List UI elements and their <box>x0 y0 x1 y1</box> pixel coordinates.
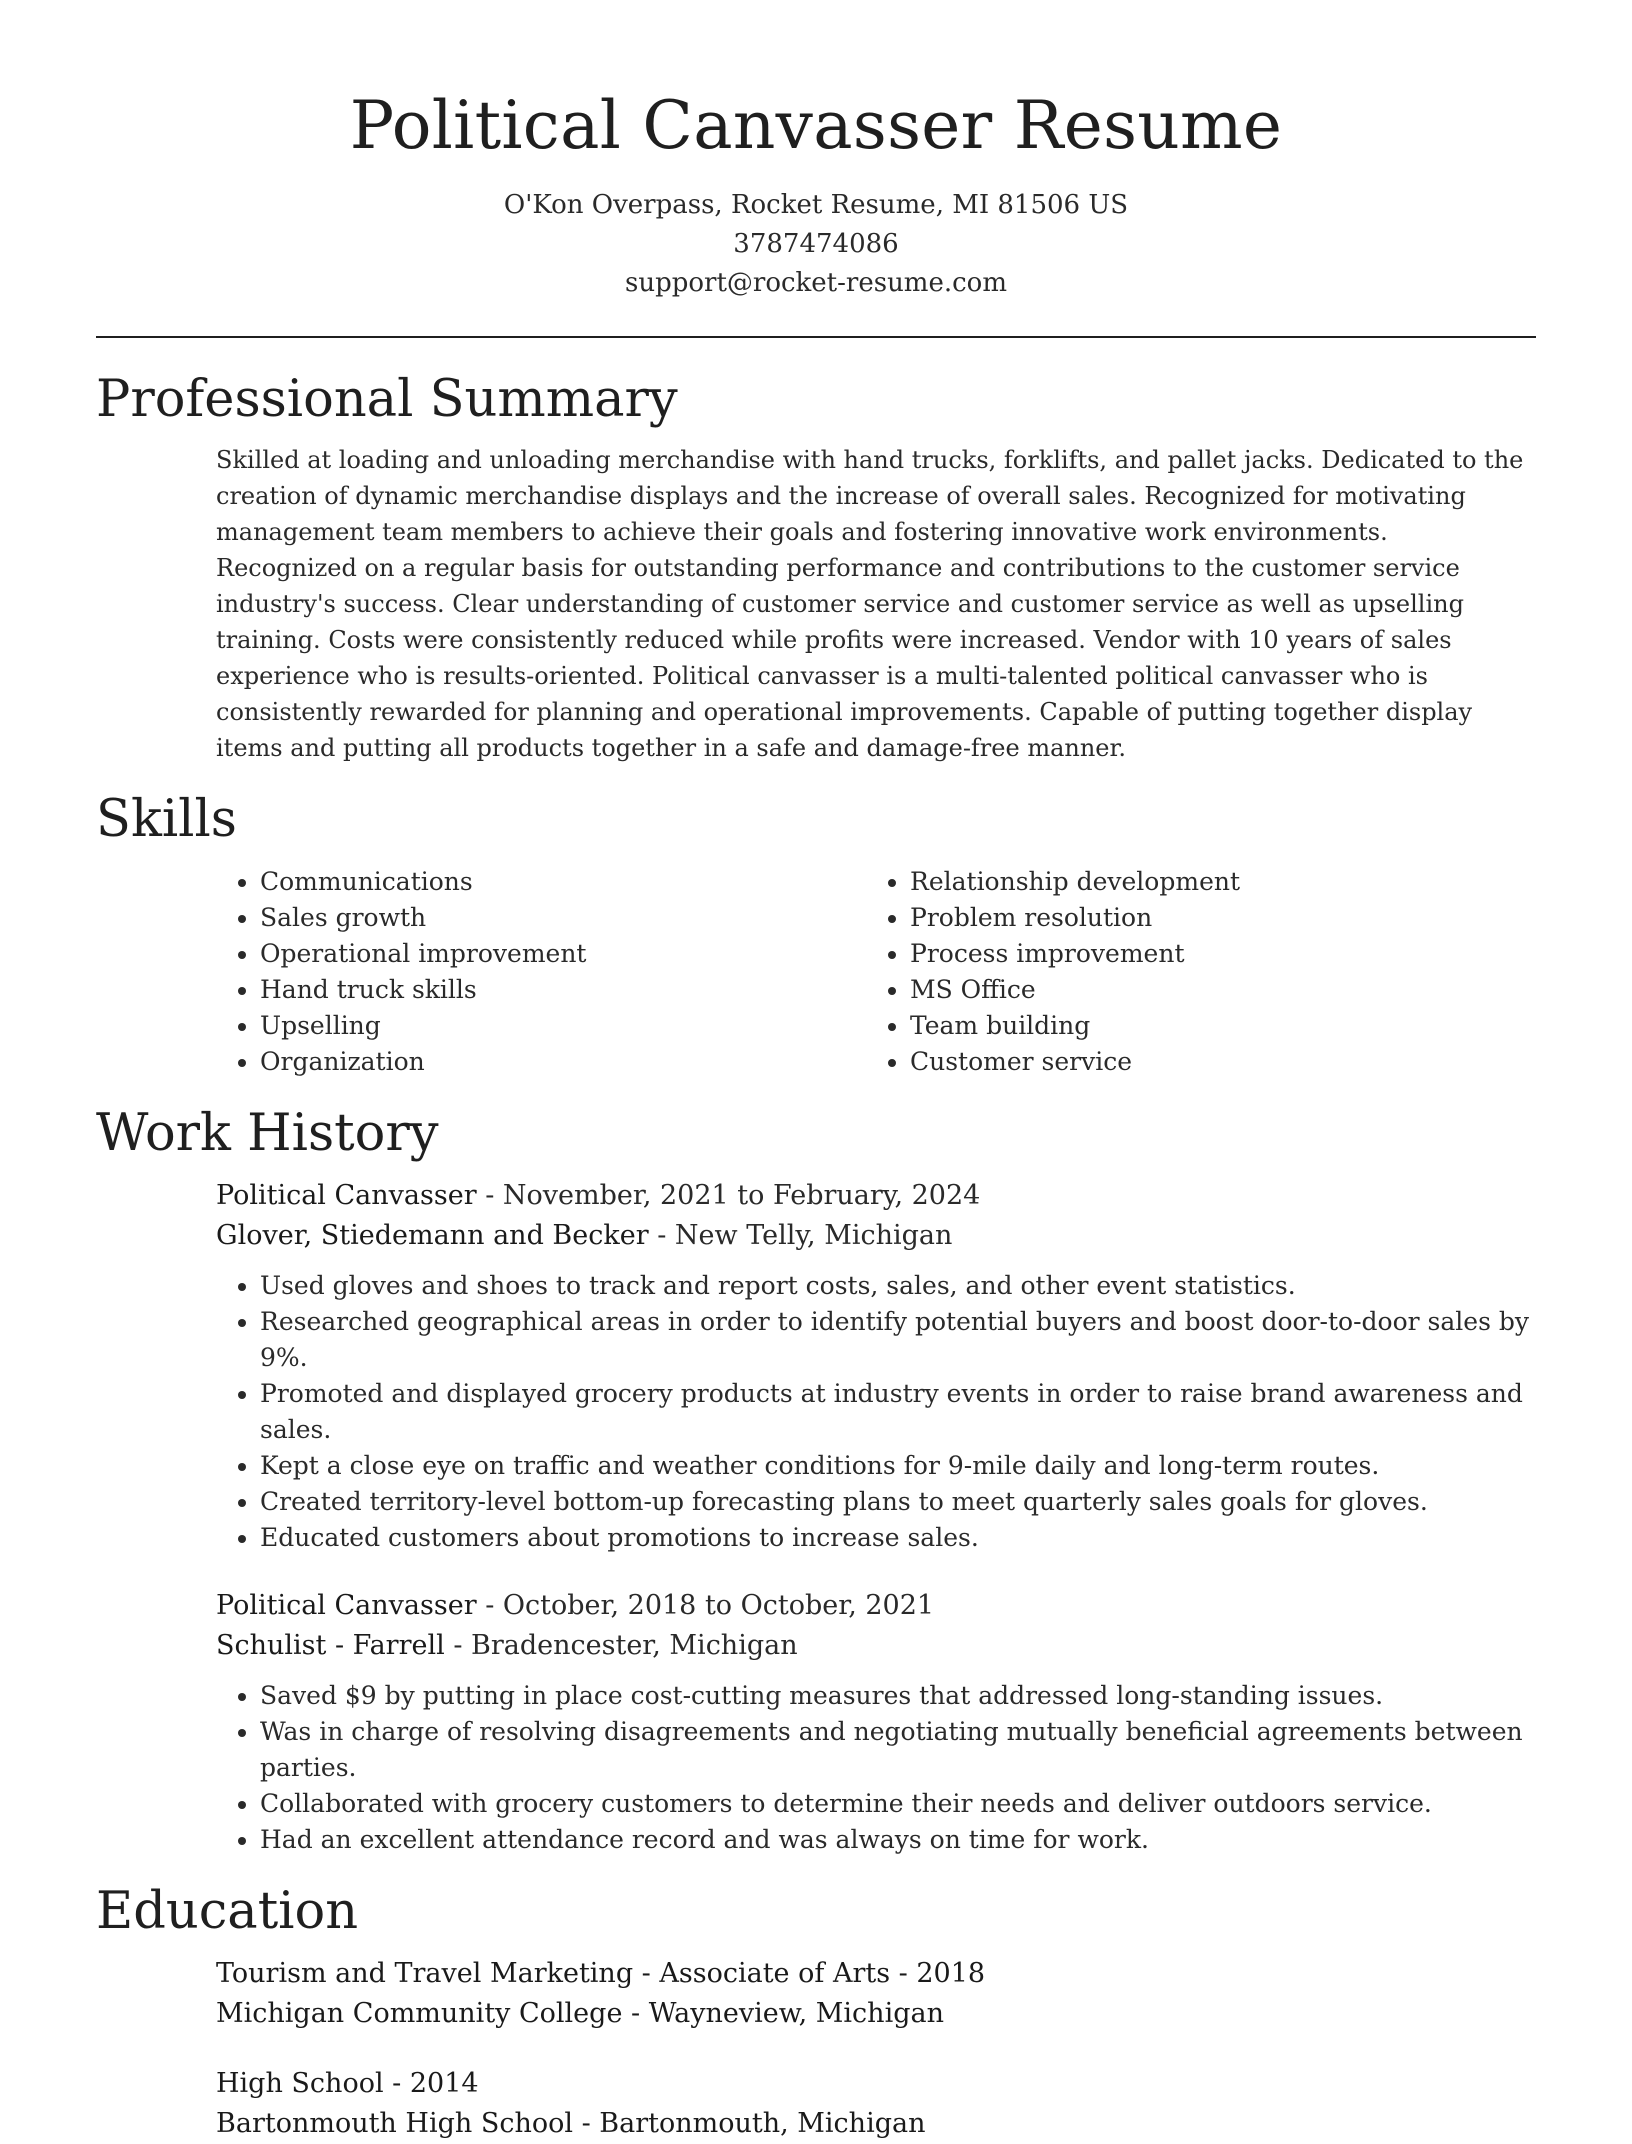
education-degree: High School - 2014 <box>216 2068 479 2099</box>
job-title: Political Canvasser <box>216 1180 477 1211</box>
header-divider <box>96 336 1536 338</box>
job-dates: - October, 2018 to October, 2021 <box>476 1590 935 1621</box>
skill-item: • MS Office <box>910 972 1516 1008</box>
job-bullet: • Promoted and displayed grocery products at industry events in order to raise brand awareness and sales. <box>260 1376 1536 1448</box>
resume-title: Political Canvasser Resume <box>349 87 1283 164</box>
skills-columns <box>216 864 1536 1080</box>
skill-item: • Customer service <box>910 1044 1516 1080</box>
skill-item: • Operational improvement <box>260 936 866 972</box>
job-bullets <box>216 1678 1536 1858</box>
job-bullet: • Created territory-level bottom-up forecasting plans to meet quarterly sales goals for gloves. <box>260 1484 1536 1520</box>
summary-text: Skilled at loading and unloading merchandise with hand trucks, forklifts, and pallet jacks. Dedicated to the creation of dynamic merchandise displays and the increase of overall sales. Recognized for motivating management team members to achieve their goals and fostering innovative work environments. Recognized on a regular basis for outstanding performance and contributions to the customer service industry's success. Clear understanding of customer service and customer service as well as upselling training. Costs were consistently reduced while profits were increased. Vendor with 10 years of sales experience who is results-oriented. Political canvasser is a multi-talented political canvasser who is consistently rewarded for planning and operational improvements. Capable of putting together display items and putting all products together in a safe and damage-free manner. <box>216 446 1524 762</box>
job-dates: - November, 2021 to February, 2024 <box>476 1180 981 1211</box>
contact-email: support@rocket-resume.com <box>624 268 1007 298</box>
job-title-line <box>216 1586 1536 1626</box>
skills-right-list <box>866 864 1516 1080</box>
skill-item: • Process improvement <box>910 936 1516 972</box>
education-heading: Education <box>96 1882 359 1941</box>
education-school: Bartonmouth High School - Bartonmouth, Michigan <box>216 2108 926 2139</box>
job-title-line <box>216 1176 1536 1216</box>
job-company: Schulist - Farrell <box>216 1630 445 1661</box>
work-section <box>96 1104 1536 1858</box>
job-bullet: • Kept a close eye on traffic and weather conditions for 9-mile daily and long-term routes. <box>260 1448 1536 1484</box>
skills-section <box>96 790 1536 1080</box>
skill-item: • Team building <box>910 1008 1516 1044</box>
job-bullets <box>216 1268 1536 1556</box>
job-bullet: • Researched geographical areas in order to identify potential buyers and boost door-to-door sales by 9%. <box>260 1304 1536 1376</box>
job-entry <box>216 1586 1536 1858</box>
education-degree: Tourism and Travel Marketing - Associate of Arts - 2018 <box>216 1958 986 1989</box>
job-company-line <box>216 1216 1536 1256</box>
education-entry <box>216 2064 1536 2144</box>
skill-item: • Hand truck skills <box>260 972 866 1008</box>
skills-heading: Skills <box>96 790 237 849</box>
contact-phone: 3787474086 <box>733 229 899 259</box>
education-section <box>96 1882 1536 2144</box>
skill-item: • Upselling <box>260 1008 866 1044</box>
contact-address: O'Kon Overpass, Rocket Resume, MI 81506 US <box>503 190 1129 220</box>
job-location: - Bradencester, Michigan <box>444 1630 798 1661</box>
skill-item: • Communications <box>260 864 866 900</box>
contact-block <box>96 186 1536 303</box>
job-company-line <box>216 1626 1536 1666</box>
summary-section <box>96 370 1536 766</box>
education-entry <box>216 1954 1536 2034</box>
education-school: Michigan Community College - Wayneview, Michigan <box>216 1998 944 2029</box>
job-company: Glover, Stiedemann and Becker <box>216 1220 649 1251</box>
skill-item: • Problem resolution <box>910 900 1516 936</box>
job-bullet: • Was in charge of resolving disagreements and negotiating mutually beneficial agreements between parties. <box>260 1714 1536 1786</box>
resume-page <box>96 0 1536 2144</box>
skill-item: • Relationship development <box>910 864 1516 900</box>
job-bullet: • Had an excellent attendance record and was always on time for work. <box>260 1822 1536 1858</box>
skills-left-list <box>216 864 866 1080</box>
summary-heading: Professional Summary <box>96 370 678 429</box>
skill-item: • Sales growth <box>260 900 866 936</box>
work-heading: Work History <box>96 1104 439 1163</box>
job-bullet: • Educated customers about promotions to increase sales. <box>260 1520 1536 1556</box>
job-location: - New Telly, Michigan <box>648 1220 953 1251</box>
job-bullet: • Saved $9 by putting in place cost-cutting measures that addressed long-standing issues. <box>260 1678 1536 1714</box>
job-bullet: • Used gloves and shoes to track and report costs, sales, and other event statistics. <box>260 1268 1536 1304</box>
job-title: Political Canvasser <box>216 1590 477 1621</box>
job-bullet: • Collaborated with grocery customers to determine their needs and deliver outdoors service. <box>260 1786 1536 1822</box>
skill-item: • Organization <box>260 1044 866 1080</box>
job-entry <box>216 1176 1536 1556</box>
resume-header <box>96 0 1536 303</box>
